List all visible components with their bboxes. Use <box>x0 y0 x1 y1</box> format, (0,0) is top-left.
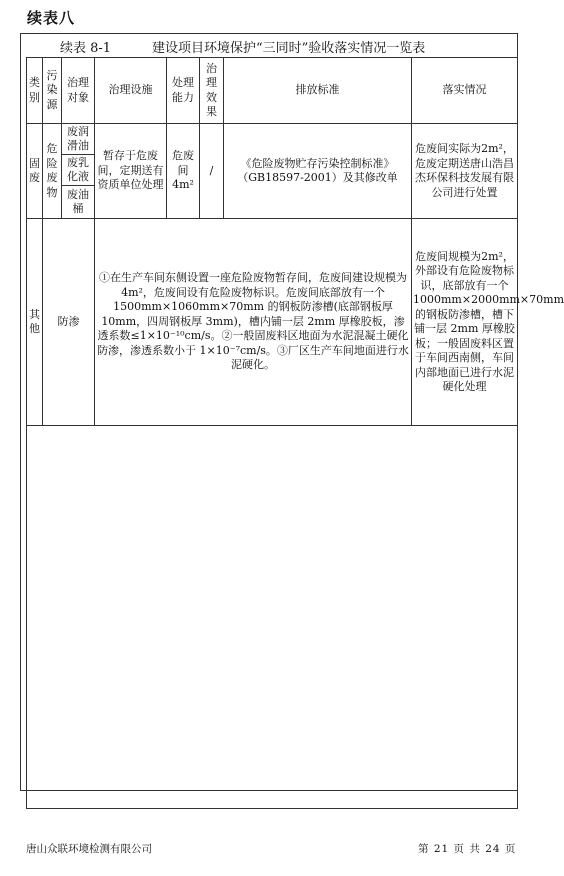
footer-page-number: 第 21 页 共 24 页 <box>418 843 517 855</box>
table-row <box>27 219 518 426</box>
header-implementation: 落实情况 <box>412 58 518 124</box>
header-capacity: 处理能力 <box>167 58 200 124</box>
row-object: 废润滑油 <box>62 124 95 155</box>
header-source: 污染源 <box>43 58 62 124</box>
header-standard: 排放标准 <box>224 58 412 124</box>
header-facility: 治理设施 <box>95 58 167 124</box>
row-facility: 暂存于危废间，定期送有资质单位处理 <box>95 124 167 219</box>
row-standard: 《危险废物贮存污染控制标准》（GB18597-2001）及其修改单 <box>224 124 412 219</box>
row-source: 防渗 <box>43 219 95 426</box>
footer-company: 唐山众联环境检测有限公司 <box>26 843 152 855</box>
empty-row <box>27 426 518 809</box>
row-source: 危险废物 <box>43 124 62 219</box>
row-measures: ①在生产车间东侧设置一座危险废物暂存间，危废间建设规模为 4m²，危废间设有危险废物标识。危废间底部放有一个1500mm×1060mm×70mm 的钢板防渗槽(底部钢板厚 10mm，四周钢板厚 3mm)，槽内铺一层 2mm 厚橡胶板，渗透系数≤1×10⁻¹⁰cm/s。②一般固废料区地面为水泥混凝土硬化防渗，渗透系数小于 1×10⁻⁷cm/s。③厂区生产车间地面进行水泥硬化。 <box>95 219 412 426</box>
row-implementation: 危废间规模为2m²，外部设有危险废物标识，底部放有一个1000mm×2000mm×70mm 的钢板防渗槽，槽下铺一层 2mm 厚橡胶板；一般固废料区置于车间西南侧，车间内部地面已进行水泥硬化处理 <box>412 219 518 426</box>
table-title: 建设项目环境保护“三同时”验收落实情况一览表 <box>152 41 426 56</box>
empty-cell <box>27 426 518 809</box>
page-heading: 续表八 <box>27 9 76 27</box>
row-effect: / <box>200 124 224 219</box>
table-number: 续表 8-1 <box>60 41 112 56</box>
page-frame <box>20 33 564 791</box>
row-object: 废乳化液 <box>62 155 95 186</box>
row-object: 废油桶 <box>62 186 95 219</box>
header-category: 类别 <box>27 58 43 124</box>
table-row <box>27 124 518 155</box>
header-effect: 治理效果 <box>200 58 224 124</box>
row-category: 固废 <box>27 124 43 219</box>
header-object: 治理对象 <box>62 58 95 124</box>
header-row <box>27 58 518 124</box>
row-implementation: 危废间实际为2m²，危废定期送唐山浩昌杰环保科技发展有限公司进行处置 <box>412 124 518 219</box>
row-capacity: 危废间 4m² <box>167 124 200 219</box>
acceptance-table <box>26 57 564 809</box>
row-category: 其他 <box>27 219 43 426</box>
